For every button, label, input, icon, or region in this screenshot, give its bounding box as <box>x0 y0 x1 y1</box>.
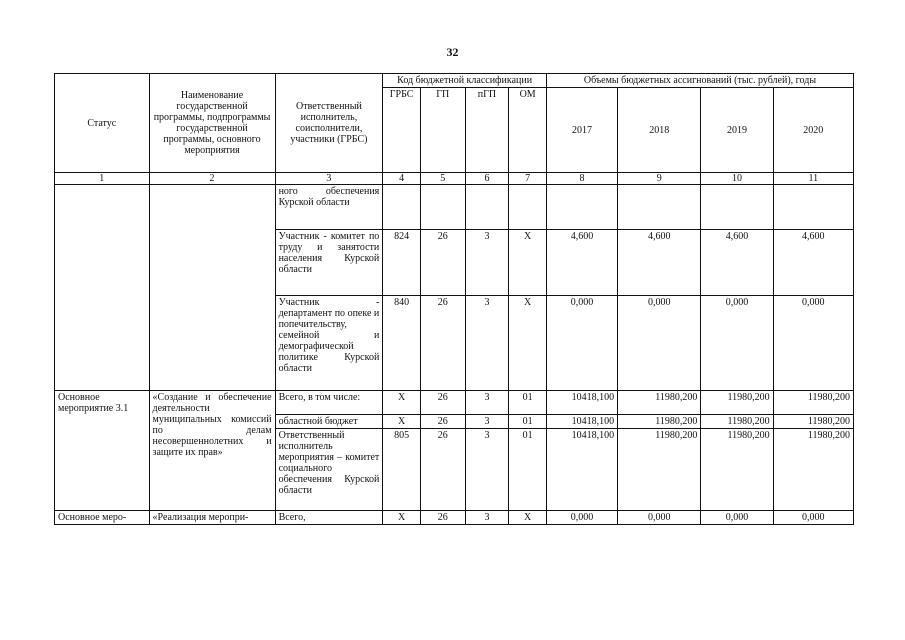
responsible-cell: Ответственный исполнитель мероприятия – комитет социального обеспечения Курской области <box>275 429 383 511</box>
code-grbs-cell: Х <box>383 415 421 429</box>
value-cell: 0,000 <box>618 296 701 391</box>
code-pgp-cell: 3 <box>465 415 509 429</box>
responsible-cell: Участник - комитет по труду и занятости населения Курской области <box>275 230 383 296</box>
header-code-pgp: пГП <box>465 88 509 173</box>
value-cell <box>701 185 773 230</box>
responsible-cell: областной бюджет <box>275 415 383 429</box>
value-cell: 4,600 <box>773 230 853 296</box>
column-number: 8 <box>546 173 617 185</box>
code-gp-cell: 26 <box>420 391 465 415</box>
value-cell: 10418,100 <box>546 429 617 511</box>
value-cell: 0,000 <box>546 511 617 525</box>
responsible-cell: Всего, в том числе: <box>275 391 383 415</box>
value-cell: 11980,200 <box>618 415 701 429</box>
value-cell: 0,000 <box>618 511 701 525</box>
value-cell: 11980,200 <box>618 429 701 511</box>
value-cell: 0,000 <box>773 511 853 525</box>
code-pgp-cell: 3 <box>465 296 509 391</box>
value-cell: 0,000 <box>773 296 853 391</box>
value-cell: 11980,200 <box>773 429 853 511</box>
status-cell <box>55 185 150 391</box>
code-om-cell: 01 <box>509 415 547 429</box>
code-grbs-cell: 824 <box>383 230 421 296</box>
code-pgp-cell: 3 <box>465 511 509 525</box>
header-code-grbs: ГРБС <box>383 88 421 173</box>
header-year: 2020 <box>773 88 853 173</box>
column-number: 10 <box>701 173 773 185</box>
column-number: 3 <box>275 173 383 185</box>
value-cell: 4,600 <box>546 230 617 296</box>
code-pgp-cell <box>465 185 509 230</box>
code-om-cell: 01 <box>509 429 547 511</box>
header-code-gp: ГП <box>420 88 465 173</box>
header-year: 2017 <box>546 88 617 173</box>
program-name-cell: «Создание и обеспечение деятельности муниципальных комиссий по делам несовершеннолетних и защите их прав» <box>149 391 275 511</box>
code-om-cell <box>509 185 547 230</box>
header-year: 2018 <box>618 88 701 173</box>
value-cell: 10418,100 <box>546 391 617 415</box>
value-cell <box>773 185 853 230</box>
value-cell: 0,000 <box>546 296 617 391</box>
table-row <box>55 391 854 415</box>
column-number: 9 <box>618 173 701 185</box>
value-cell <box>618 185 701 230</box>
value-cell <box>546 185 617 230</box>
code-grbs-cell: Х <box>383 391 421 415</box>
status-cell: Основное мероприятие 3.1 <box>55 391 150 511</box>
table-row <box>55 185 854 230</box>
column-number: 5 <box>420 173 465 185</box>
header-budget-code: Код бюджетной классификации <box>383 74 547 88</box>
status-cell: Основное меро- <box>55 511 150 525</box>
responsible-cell: Всего, <box>275 511 383 525</box>
program-name-cell: «Реализация меропри- <box>149 511 275 525</box>
column-number: 1 <box>55 173 150 185</box>
program-name-cell <box>149 185 275 391</box>
code-grbs-cell: 805 <box>383 429 421 511</box>
value-cell: 4,600 <box>618 230 701 296</box>
header-program-name: Наименование государственной программы, подпрограммы государственной программы, основного мероприятия <box>149 74 275 173</box>
value-cell: 11980,200 <box>618 391 701 415</box>
header-status: Статус <box>55 74 150 173</box>
header-year: 2019 <box>701 88 773 173</box>
code-om-cell: Х <box>509 511 547 525</box>
responsible-cell: ного обеспечения Курской области <box>275 185 383 230</box>
column-number: 7 <box>509 173 547 185</box>
column-number: 4 <box>383 173 421 185</box>
code-om-cell: Х <box>509 296 547 391</box>
code-pgp-cell: 3 <box>465 230 509 296</box>
code-gp-cell: 26 <box>420 296 465 391</box>
code-grbs-cell: Х <box>383 511 421 525</box>
page-number: 32 <box>446 45 459 59</box>
column-number: 6 <box>465 173 509 185</box>
value-cell: 10418,100 <box>546 415 617 429</box>
code-grbs-cell: 840 <box>383 296 421 391</box>
value-cell: 11980,200 <box>701 415 773 429</box>
header-responsible: Ответственный исполнитель, соисполнители, участники (ГРБС) <box>275 74 383 173</box>
value-cell: 0,000 <box>701 296 773 391</box>
column-number: 2 <box>149 173 275 185</box>
value-cell: 0,000 <box>701 511 773 525</box>
table-row <box>55 511 854 525</box>
code-om-cell: 01 <box>509 391 547 415</box>
value-cell: 11980,200 <box>701 391 773 415</box>
value-cell: 11980,200 <box>701 429 773 511</box>
header-code-om: ОМ <box>509 88 547 173</box>
budget-table <box>54 73 854 525</box>
code-gp-cell: 26 <box>420 429 465 511</box>
value-cell: 11980,200 <box>773 391 853 415</box>
code-pgp-cell: 3 <box>465 391 509 415</box>
code-om-cell: Х <box>509 230 547 296</box>
code-gp-cell: 26 <box>420 511 465 525</box>
column-number: 11 <box>773 173 853 185</box>
code-grbs-cell <box>383 185 421 230</box>
code-pgp-cell: 3 <box>465 429 509 511</box>
header-budget-volume: Объемы бюджетных ассигнований (тыс. рублей), годы <box>546 74 853 88</box>
responsible-cell: Участник - департамент по опеке и попечительству, семейной и демографической политике Курской области <box>275 296 383 391</box>
code-gp-cell <box>420 185 465 230</box>
value-cell: 4,600 <box>701 230 773 296</box>
value-cell: 11980,200 <box>773 415 853 429</box>
code-gp-cell: 26 <box>420 230 465 296</box>
code-gp-cell: 26 <box>420 415 465 429</box>
